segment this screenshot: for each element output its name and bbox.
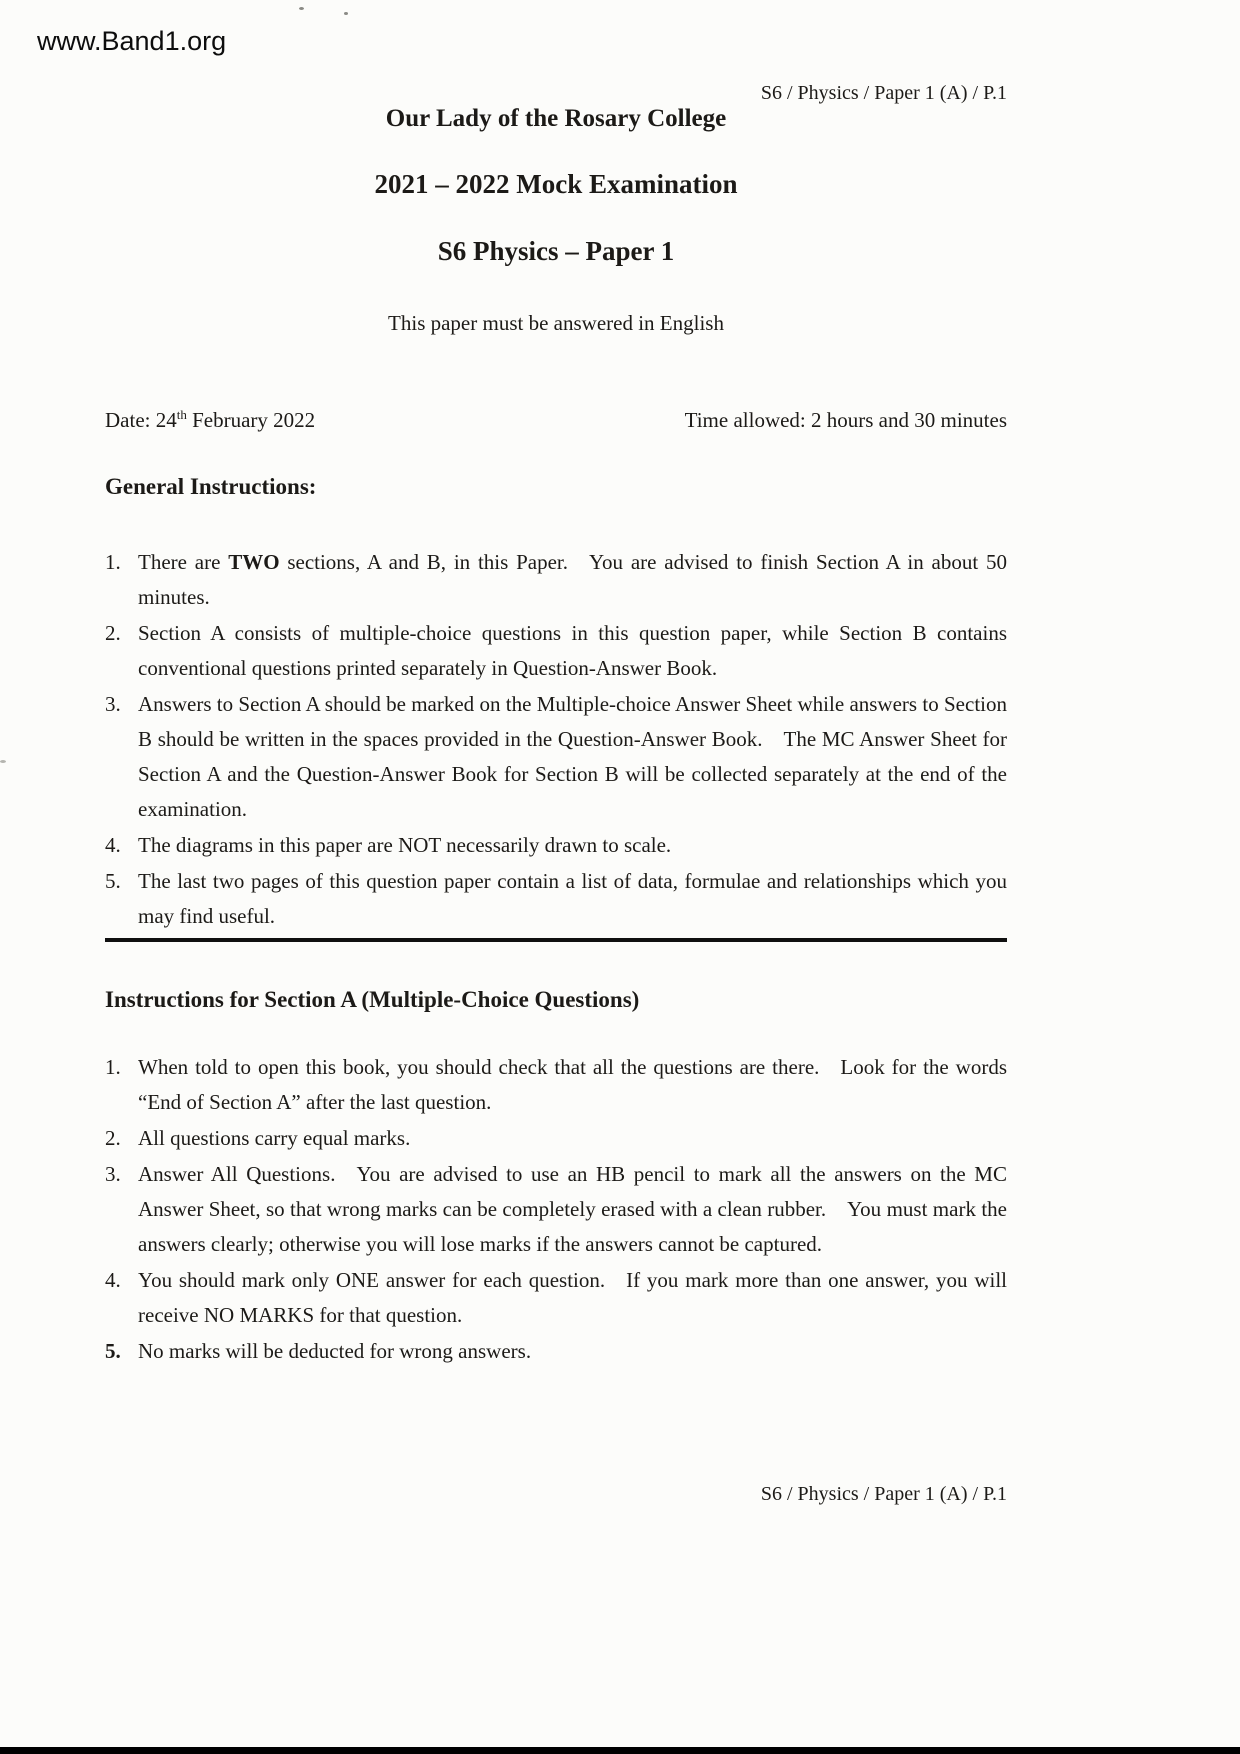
general-instructions-section [105, 472, 1007, 935]
item-text: There are TWO sections, A and B, in this Paper. You are advised to finish Section A in about 50 minutes. [138, 550, 1007, 609]
item-number: 4. [105, 833, 121, 857]
general-instructions-list [105, 545, 1007, 934]
exam-title: 2021 – 2022 Mock Examination [374, 169, 738, 199]
item-number: 3. [105, 1162, 121, 1186]
instruction-item [105, 1050, 1007, 1120]
instruction-item [105, 1157, 1007, 1262]
scan-artifact [299, 7, 304, 10]
item-number: 3. [105, 692, 121, 716]
date-ordinal-suffix: th [176, 407, 187, 422]
item-text: Section A consists of multiple-choice questions in this question paper, while Section B contains conventional questions printed separately in Question-Answer Book. [138, 621, 1007, 680]
item-number: 5. [105, 869, 121, 893]
item-number: 5. [105, 1339, 121, 1363]
item-text: Answers to Section A should be marked on the Multiple-choice Answer Sheet while answers to Section B should be written in the spaces provided in the Question-Answer Book. The MC Answer Sheet for Section A and the Question-Answer Book for Section B will be collected separately at the end of the examination. [138, 692, 1007, 821]
item-number: 4. [105, 1268, 121, 1292]
item-number: 1. [105, 550, 121, 574]
instruction-item [105, 1121, 1007, 1156]
item-text: You should mark only ONE answer for each question. If you mark more than one answer, you will receive NO MARKS for that question. [138, 1268, 1007, 1327]
bold-word: TWO [228, 550, 280, 574]
date-post: February 2022 [186, 408, 316, 432]
instruction-item [105, 864, 1007, 934]
watermark-text: www.Band1.org [37, 26, 227, 56]
item-text: When told to open this book, you should check that all the questions are there. Look for the words “End of Section A” after the last question. [138, 1055, 1007, 1114]
item-text: All questions carry equal marks. [138, 1126, 411, 1150]
item-number: 1. [105, 1055, 121, 1079]
instruction-item [105, 1263, 1007, 1333]
paper-title: S6 Physics – Paper 1 [437, 236, 675, 266]
footer-page-ref: S6 / Physics / Paper 1 (A) / P.1 [760, 1483, 1007, 1505]
date-pre: Date: 24 [105, 408, 177, 432]
instruction-item [105, 616, 1007, 686]
scan-artifact [0, 760, 6, 763]
title-block [105, 105, 1007, 336]
time-allowed: Time allowed: 2 hours and 30 minutes [684, 408, 1007, 432]
college-name: Our Lady of the Rosary College [385, 105, 727, 132]
item-text: The diagrams in this paper are NOT necessarily drawn to scale. [138, 833, 672, 857]
instruction-item [105, 545, 1007, 615]
header-page-ref: S6 / Physics / Paper 1 (A) / P.1 [760, 82, 1007, 104]
language-note: This paper must be answered in English [388, 311, 724, 335]
meta-row [105, 408, 1007, 433]
scan-artifact [344, 12, 348, 15]
section-a-instructions-heading: Instructions for Section A (Multiple-Choice Questions) [105, 987, 640, 1012]
item-text: No marks will be deducted for wrong answers. [138, 1339, 532, 1363]
exam-date [105, 408, 315, 433]
item-text: Answer All Questions. You are advised to use an HB pencil to mark all the answers on the MC Answer Sheet, so that wrong marks can be completely erased with a clean rubber. You must mark the answers clearly; otherwise you will lose marks if the answers cannot be captured. [138, 1162, 1007, 1256]
section-a-instructions-section [105, 985, 1007, 1370]
item-text: The last two pages of this question paper contain a list of data, formulae and relationships which you may find useful. [138, 869, 1007, 928]
item-number: 2. [105, 1126, 121, 1150]
section-a-instructions-list [105, 1050, 1007, 1369]
instruction-item [105, 687, 1007, 827]
scan-edge-artifact [0, 1747, 1240, 1754]
instruction-item [105, 828, 1007, 863]
section-divider-rule [105, 938, 1007, 942]
general-instructions-heading: General Instructions: [105, 474, 317, 499]
instruction-item [105, 1334, 1007, 1369]
item-number: 2. [105, 621, 121, 645]
